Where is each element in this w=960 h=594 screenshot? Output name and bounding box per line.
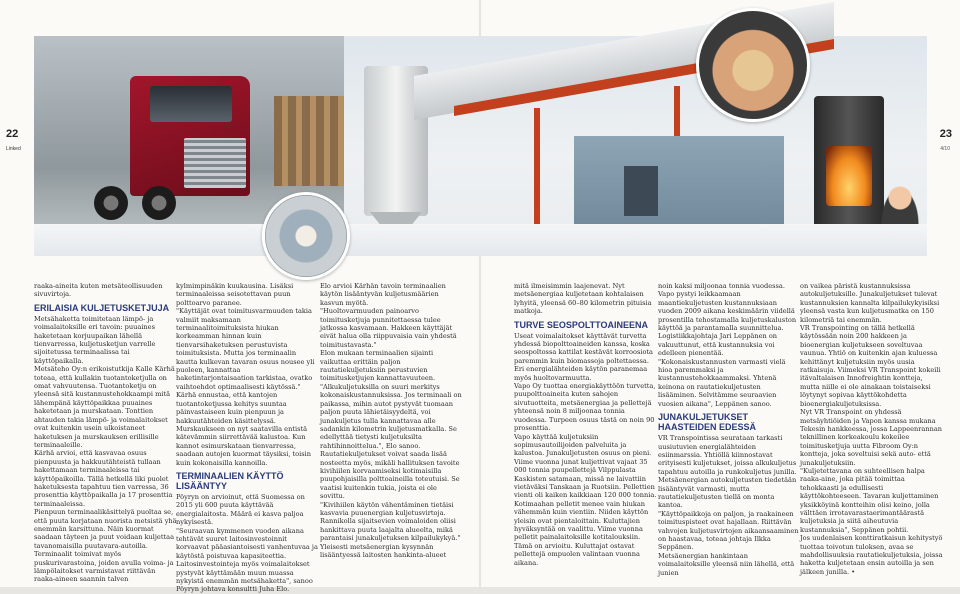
paragraph: "Kuljetettavana on suhteellisen halpa raaka-aine, joka pitää toimittaa tehokkaasti ja edullisesti käyttökohteeseen. Tavaran kuljettaminen yksikköyinä kontteihin olisi keino, jolla välttäen irrotavarastaerimantäärastä kuljetuksia ja siitä aiheutuvia kustannuksia", Seppänen pohtii. [800,466,939,534]
paragraph: noin kaksi miljoonaa tonnia vuodessa. [658,282,785,290]
paragraph: kylmimpinäkin kuukausina. Lisäksi terminaaleissa seisotettavan puun polttoarvo paranee. [176,282,294,307]
paragraph: "Seuraavan kymmenen vuoden aikana tehtävät suuret laitosinvestoinnit korvaavat pääasiantoisesti vanhentuvaa ja käytöstä poistuvaa kapasiteettia. Laitosinvestointeja myös voimalaitokset pystyvät käyttämään muun muassa nykyistä enemmän metsähaketta", sanoo Pöyryn johtava konsultti Juha Elo. [176,526,318,594]
paragraph: Kärhä ennustaa, että kantojen tuotantoketjussa kehitys suuntaa päinvastaiseen kuin pienpuun ja hakkuutähteiden käsittelyssä. Murskaukseen on nyt saatavilla entistä kätevämmin siirrettävää kalustoa. Kun kannot esimurskataan tienvarressa, saadaan autojen kuormat täysiksi, toisin kuin kokonaisilla kannoilla. [176,391,311,467]
paragraph: Metsäenergian hankintaan voimalaitoksille yleensä niin lähellä, että junien [658,551,795,577]
paragraph: Vapo Oy tuottaa energiakäyttöön turvetta, puupolttoaineita kuten sahojen sivutuotteita, metsäenergiaa ja pellettejä yhteensä noin 8 miljoonaa tonnia vuodessa. Turpeen osuus tästä on noin 90 prosenttia. [514,382,656,433]
paragraph: Pienpuun terminaalikäsittelyä puoltaa se, että puuta korjataan nuorista metsistä yhä enemmän karsittuna. Näin kuormat saadaan täyteen ja puut voidaan kuljettaa tavanomaisilla puutavara-autoilla. Terminaalit toimivat myös puskurivarastoina, joiden avulla voima- ja lämpölaitokset varmistavat riittävän raaka-aineen saannin talven [34,508,177,584]
paragraph: Vapo pystyi leikkaamaan maantiekuljetusten kustannuksiaan vuoden 2009 aikana keskimäärin viidellä prosentilla tehostamalla kuljetuskaluston käyttöä ja parantamalla suunnittelua. Logistiikkajohtaja Jari Leppänen on vakuuttunut, että kustannuksia voi edelleen pienentää. [658,290,797,358]
paragraph: Elo arvioi Kärhän tavoin terminaalien käytön lisääntyvän kuljetusmäärien kasvun myötä. [320,282,446,307]
paragraph: Nyt VR Transpoint on yhdessä metsäyhtiöiden ja Vapon kanssa mukana Tekesin hankkeessa, jossa Lappeenrannan teknillinen korkeakoulu kokeilee toimitusketjuja uutta Fibroom Oy:n kontteja, joka soveltuisi sekä auto- että junakuljetuksiin. [800,408,942,467]
plant-interior-photo [262,192,350,280]
paragraph: Pöyryn on arvioinut, että Suomessa on 2015 yli 600 puuta käyttävää energialaitosta. Määrä ei kasva paljoa nykyisestä. [176,492,305,527]
page-number-right: 23 [939,128,952,140]
paragraph: Metsäteho Oy:n erikoistutkija Kalle Kärhä toteaa, että kullakin tuotantoketjulla on omat vahvuutensa. Tuotantoketju on yleensä sitä kustannustehokkaampi mitä lähempänä käyttöpaikkaa puuaines haketetaan ja murskataan. Tonttien ahtauden takia lämpö- ja voimalaitokset ovat kuitenkin usein ulkoistaneet haketuksen ja murskauksen erillisille terminaaleille. [34,365,175,449]
issue-number: 4/10 [940,146,950,152]
log-load [274,96,344,186]
paragraph: Rautatiekuljetukset voivat saada lisää nosteetta myös, mikäli hallituksen tavoite kivihiilen korvaamiseksi kotimaisilla puupohjaisilla polttoaineilla toteutuisi. Se vaatisi kuitenkin tukia, joista ei ole sovittu. [320,450,460,501]
text-column-1 [34,282,177,584]
paragraph: "Alkukuljetuksilla on suuri merkitys kokonaiskustannuksissa. Jos terminaali on paikassa, mihin autot pystyvät tuomaan paljon puuta lähietäisyydeltä, voi junakuljetus tulla kannattavaa alle sadankin kilometrin kuljetusmatkalla. Se edellyttää tietysti kuljetuksilta rahtihinnoittelua.", Elo sanoo. [320,382,462,450]
paragraph: Yleisesti metsäenergian kysynnän lisääntyessä laitosten hankinta-alueet [320,542,447,559]
paragraph: "Kokonaiskustannusten varmasti vielä hioa paremmaksi ja kustannustehokkaammaksi. Yhtenä keinona on rautatiekuljetusten lisääminen. Selvitämme seuraavien vuosien aikana", Leppänen sanoo. [658,357,786,408]
paragraph: Vapo käyttää kuljetuksiin sopimusautoilijoiden palveluita ja kalustoa. Junakuljetusten osuus on pieni. Viime vuonna junat kuljettivat vajaat 35 000 tonnia puupellettejä Vilppulasta Kaskisten satamaan, missä ne laivattiin vietäväksi Tanskaan ja Ruotsiin. Pellettien vienti oli kaiken kaikkiaan 120 000 tonnia. [514,432,657,500]
paragraph: VR Transpointing on tällä hetkellä käytössään noin 200 hakkeen ja bioenergian kuljetukseen soveltuvaa vaunua. Yhtiö on kuitenkin ajan kuluessa kehittänyt kuljetuksiin myös uusia ratkaisuja. Viimeksi VR Transpoint kokeili itävaltalaisen Innofreightin konttejа, mutta niille ei ole ainakaan toistaiseksi löytynyt sopivaa käyttökohdetta bioenergiakuljetuksissa. [800,324,941,408]
text-column-5 [658,282,801,577]
paragraph: Kotimaahan pelletit menee vain hiukan vähemmän kuin vientiin. Niiden käyttön yleisin ovat pientaloittain. Kuluttajien hyväksyntää on vaalittu. Viime vuonna pelletit painalaitoksille kotitalouksiin. Tämä on arvioitu. Kuluttajat ostavat pellettejä ompuolen valintaan vuonna aikana. [514,499,649,567]
snow-ground [34,224,927,256]
paragraph: raaka-aineita kuten metsäteollisuuden sivuvirtoja. [34,282,163,299]
subheading: ERILAISIA KULJETUSKETJUJA [34,302,170,313]
text-column-6 [800,282,943,576]
paragraph: "Huoltovarmuuden painoarvo toimitusketjuja punnitettaessa tulee jatkossa kasvamaan. Hakkeen käyttäjät eivät halua olla riippuvaisia vain yhdestä toimitustavasta." [320,307,457,349]
paragraph: on vaikea päristä kustannuksissa autokuljetuksille. Junakuljetukset tulevat kustannuksien kannalta kilpailukykyisiksi yleensä vasta kun kuljetusmatka on 150 kilometriä tai enemmän. [800,282,940,324]
subheading: TERMINAALIEN KÄYTTÖ LISÄÄNTYY [176,470,284,491]
subheading: JUNAKULJETUKSET HAASTEIDEN EDESSÄ [658,412,757,433]
paragraph: Kärhä arvioi, että kasvavaa osuus pienpuusta ja hakkuutähteistä tullaan hakettamaan terminaaleissa tai käyttöpaikoilla. Tällä hetkellä liki puolet haketuksesta tapahtuu tien varressa, 36 prosenttia käyttöpaikalla ja 17 prosenttia terminaaleissa. [34,449,173,508]
paragraph: "Käyttöpaikkoja on paljon, ja raakaineen toimituspisteet ovat hajallaan. Riittävän vahvojen kuljetusvirtojen aikaansaaminen on haastavaa, toteaa johtaja Ilkka Seppänen. [658,509,799,552]
pellets-in-hand-photo [696,8,810,122]
page-number-left: 22 [6,128,19,140]
paragraph: Metsäenergian autokuljetusten tiedetään lisääntyvät varmasti, mutta rautatiekuljetusten tiellä on monta kantoa. [658,476,797,510]
subheading: TURVE SEOSPOLTTOAINEENA [514,319,649,330]
paragraph: Useat voimalaitokset käyttävät turvetta yhdessä biopolttoaineiden kanssa, koska seospoltossa kattilat kestävät korroosiota paremmin kuin biomassoja poltettaessa. Eri energialähteiden käytön paranemaa myös huoltovarmuutta. [514,331,653,382]
text-column-3 [320,282,463,559]
text-column-4 [514,282,657,567]
paragraph: mitä ilmeisimmin laajenevat. Nyt metsäenergiaa kuljetetaan kohtalaisen lyhyitä, yleensä 60–80 kilometrin pituisia matkoja. [514,282,652,316]
plant-building [574,136,784,236]
paragraph: "Kivihiilen käytön vähentäminen tietäisi kasvavia puuenergian kuljetusvirtoja. Rannikolla sijaitsevien voimaloiden oliisi hankittava puuta laajalta alueelta, mikä parantaisi junakuljetuksen kilpailukykyä." [320,500,461,543]
paragraph: "Käyttäjät ovat toimitusvarmuuden takia valmiit maksamaan terminaalitoimituksista hiukan korkeamman hinnan kuin tienvarsihaketuksen perustuvista toimituksista. Mutta jos terminaalin kautta kulkevan tavaran osuus nousee yli puoleen, kannattaa haketintarjontaisaation tarkistaa, ovatko vaihtoehdot optimaalisesti käytössä." [176,307,315,391]
section-label: Linked [6,146,21,152]
paragraph: VR Transpointissa seurataan tarkasti uusiutuvien energialähteiden esiinmarssia. Yhtiöllä kiinnostavat erityisesti kuljetukset, joissa alkukuljetus tapahtuu autoilla ja runkokuljetus junilla. [658,434,797,476]
text-column-2 [176,282,319,594]
paragraph: Metsähaketta toimitetaan lämpö- ja voimalaitoksille eri tavoin: puuaines haketetaan korjuupaikan lähellä tienvarressa, kuljetusketjun varrelle sijoitetussa terminaalissa tai käyttöpaikalla. [34,314,156,365]
paragraph: Jos uudenlaisen konttiratkaisun kehitystyö tuottaa toivotun tuloksen, avaa se mahdollisuuksia rautatiekuljetuksia, joissa haketta kuljetetaan ensin autoilla ja sen jälkeen junilla. • [800,534,943,576]
fire [826,146,872,206]
paragraph: Elon mukaan terminaalien sijainti vaikuttaa erittäin paljon rautatiekuljetuksiin perustuvien toimitusketjujen kannattavuuteen. [320,349,436,383]
